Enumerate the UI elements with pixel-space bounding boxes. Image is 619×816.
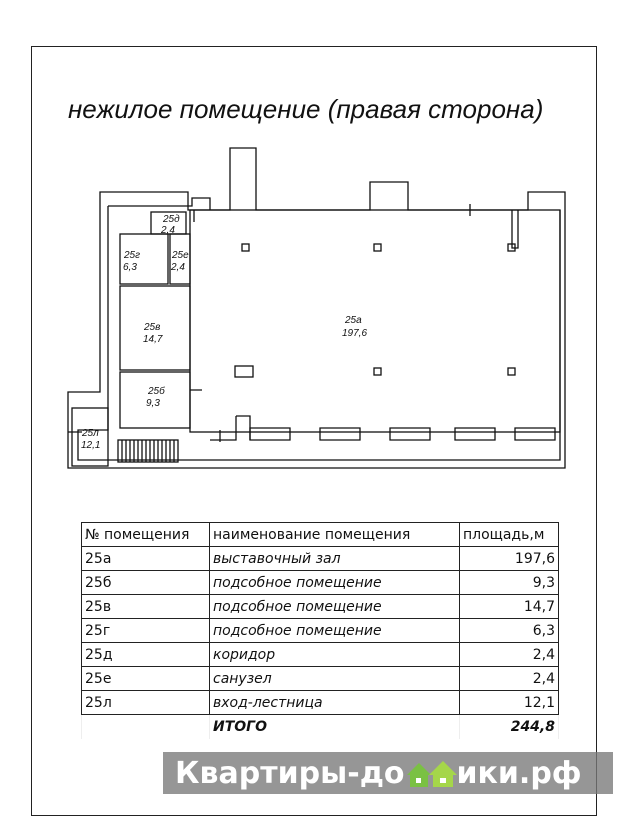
cell-area: 14,7: [460, 595, 559, 619]
cell-number: 25б: [82, 571, 210, 595]
table-row: [82, 667, 559, 691]
col-header-number: № помещения: [82, 523, 210, 547]
plan-area-25v: 14,7: [143, 334, 163, 345]
col-header-name: наименование помещения: [210, 523, 460, 547]
plan-area-25e: 2,4: [171, 262, 185, 273]
table-row: [82, 691, 559, 715]
cell-area: 197,6: [460, 547, 559, 571]
plan-area-25a: 197,6: [342, 328, 368, 339]
table-row: [82, 571, 559, 595]
plan-label-25v: 25в: [144, 322, 161, 333]
cell-area: 2,4: [460, 667, 559, 691]
plan-area-25g: 6,3: [123, 262, 137, 273]
cell-name: выставочный зал: [210, 547, 460, 571]
outer-wall: [68, 148, 565, 468]
plan-label-25e: 25е: [172, 250, 189, 261]
col-header-area: площадь,м: [460, 523, 559, 547]
cell-number: 25д: [82, 643, 210, 667]
table-row: [82, 619, 559, 643]
table-header-row: [82, 523, 559, 547]
room-25a-outline: [190, 210, 560, 432]
watermark-text: Квартиры-до: [175, 755, 405, 791]
watermark-banner: [163, 752, 613, 794]
cell-name: вход-лестница: [210, 691, 460, 715]
cell-name: подсобное помещение: [210, 619, 460, 643]
table-row: [82, 643, 559, 667]
page-title: нежилое помещение (правая сторона): [68, 94, 544, 124]
rooms-table: [81, 522, 559, 739]
cell-area: 9,3: [460, 571, 559, 595]
total-label: ИТОГО: [210, 715, 460, 739]
plan-label-25g: 25г: [124, 250, 141, 261]
columns: [235, 244, 515, 377]
cell-area: 2,4: [460, 643, 559, 667]
plan-label-25l: 25л: [82, 428, 99, 439]
windows: [210, 416, 555, 440]
cell-name: подсобное помещение: [210, 595, 460, 619]
cell-area: 6,3: [460, 619, 559, 643]
cell-number: 25г: [82, 619, 210, 643]
plan-area-25d: 2,4: [161, 225, 175, 236]
plan-area-25l: 12,1: [81, 440, 101, 451]
table-row: [82, 547, 559, 571]
cell-number: 25е: [82, 667, 210, 691]
stairs: [118, 440, 178, 462]
plan-label-25b: 25б: [148, 386, 165, 397]
cell-name: коридор: [210, 643, 460, 667]
table-row: [82, 595, 559, 619]
floor-plan: [60, 140, 575, 475]
cell-number: 25в: [82, 595, 210, 619]
cell-name: санузел: [210, 667, 460, 691]
cell-name: подсобное помещение: [210, 571, 460, 595]
watermark-text-tail: ики.рф: [456, 755, 582, 791]
cell-number: 25л: [82, 691, 210, 715]
cell-total-empty: [82, 715, 210, 739]
cell-number: 25а: [82, 547, 210, 571]
house-logo-icon: [405, 757, 457, 789]
total-value: 244,8: [460, 715, 559, 739]
plan-area-25b: 9,3: [146, 398, 160, 409]
plan-label-25a: 25а: [345, 315, 362, 326]
cell-area: 12,1: [460, 691, 559, 715]
plan-label-25d: 25д: [163, 214, 180, 225]
table-total-row: [82, 715, 559, 739]
